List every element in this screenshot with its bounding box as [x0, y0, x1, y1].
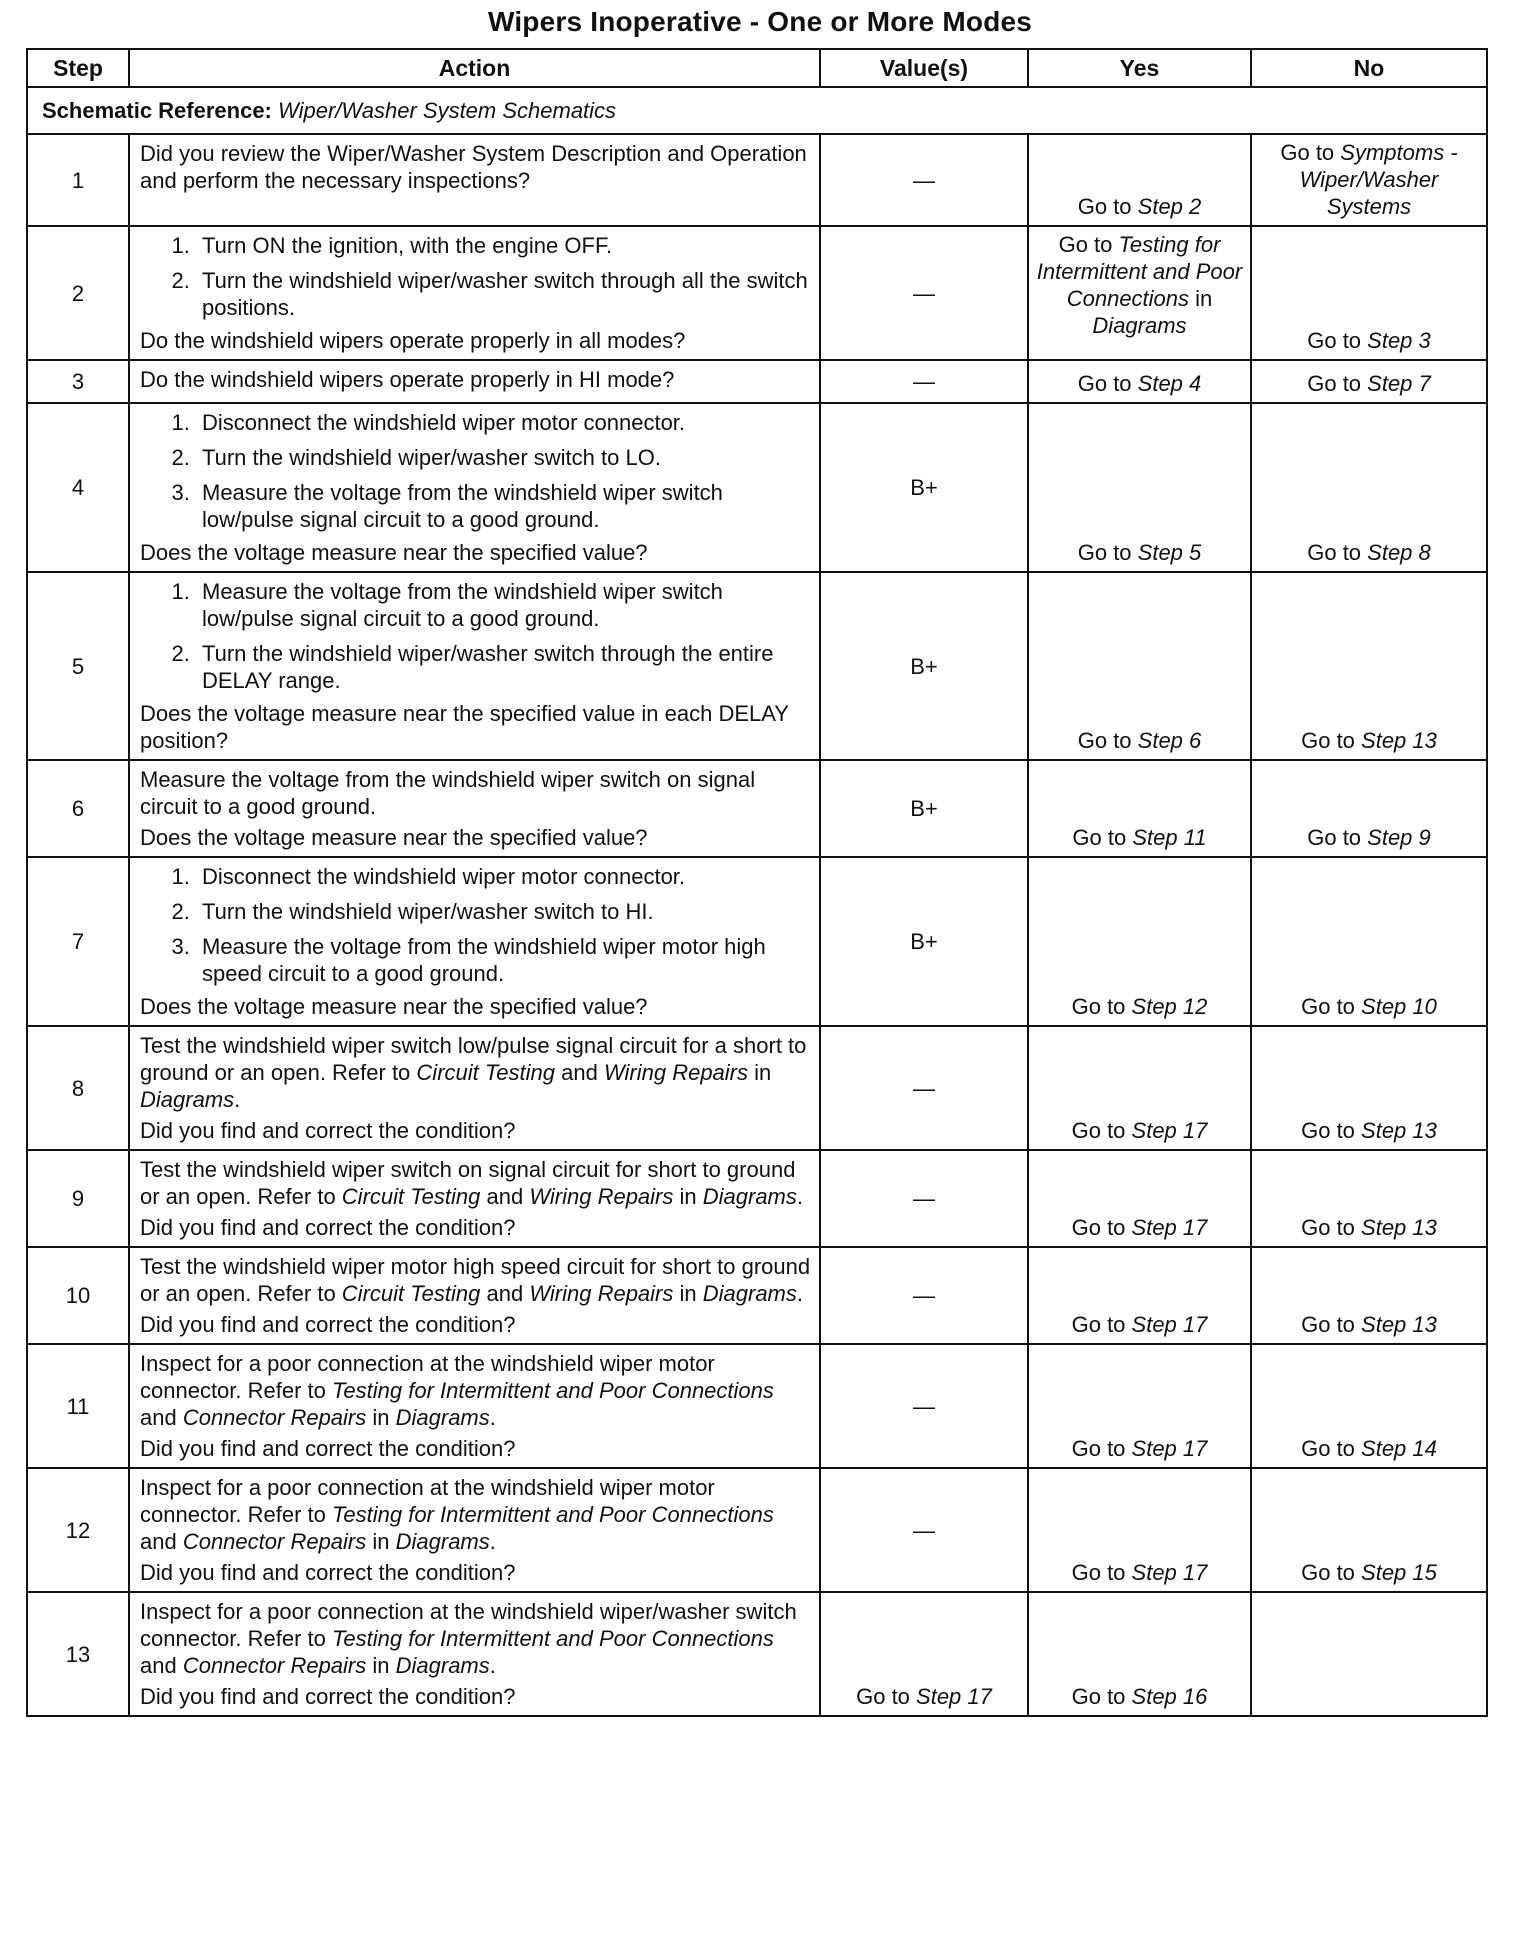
yes-cell [1028, 1344, 1251, 1468]
step-number: 5 [27, 572, 129, 760]
value-cell: — [820, 226, 1028, 360]
text-run: Go to [1077, 194, 1138, 219]
text-run: Go to [1280, 140, 1341, 165]
action-question: Does the voltage measure near the specified value in each DELAY position? [140, 701, 789, 753]
header-no: No [1251, 49, 1487, 87]
action-cell [129, 226, 820, 360]
no-cell [1251, 572, 1487, 760]
reference-link[interactable]: Step 15 [1361, 1560, 1437, 1585]
table-row [27, 857, 1487, 1026]
action-question: Did you find and correct the condition? [140, 1118, 516, 1143]
value-cell: — [820, 134, 1028, 226]
text-run: Go to [1301, 1118, 1362, 1143]
yes-cell [1028, 134, 1251, 226]
yes-cell [1028, 857, 1251, 1026]
action-instruction [140, 766, 811, 820]
action-cell [129, 1247, 820, 1344]
table-row [27, 1592, 1487, 1716]
reference-link[interactable]: Diagrams [395, 1529, 490, 1554]
text-run: in [1189, 286, 1213, 311]
no-cell [1251, 760, 1487, 857]
action-instruction [140, 1474, 811, 1555]
action-question: Did you find and correct the condition? [140, 1215, 516, 1240]
action-step: 3. Measure the voltage from the windshield wiper switch low/pulse signal circuit to a good ground. [196, 479, 811, 533]
header-step: Step [27, 49, 129, 87]
text-run: Go to [1301, 1215, 1362, 1240]
diagnostic-table [26, 48, 1488, 1717]
reference-link[interactable]: Step 12 [1131, 994, 1208, 1019]
schematic-reference-link[interactable]: Wiper/Washer System Schematics [278, 97, 617, 123]
schematic-reference-row [27, 87, 1487, 134]
reference-link[interactable]: Step 17 [1131, 1312, 1208, 1337]
reference-link[interactable]: Step 16 [1131, 1684, 1208, 1709]
text-run: in [748, 1060, 772, 1085]
text-run: in [366, 1405, 396, 1430]
value-cell: — [820, 1468, 1028, 1592]
text-run: and [480, 1184, 530, 1209]
text-run: Go to [1071, 1312, 1132, 1337]
step-number: 2 [27, 226, 129, 360]
table-row [27, 134, 1487, 226]
reference-link[interactable]: Diagrams [702, 1281, 797, 1306]
step-number: 13 [27, 1592, 129, 1716]
step-number: 6 [27, 760, 129, 857]
yes-cell [1028, 1150, 1251, 1247]
action-steps-list [140, 409, 811, 533]
action-instruction [140, 1253, 811, 1307]
reference-link[interactable]: Testing for Intermittent and Poor Connections [332, 1502, 774, 1527]
text-run: Go to [1307, 540, 1368, 565]
header-yes: Yes [1028, 49, 1251, 87]
step-number: 10 [27, 1247, 129, 1344]
text-run: and [140, 1529, 183, 1554]
action-step: 2. Turn the windshield wiper/washer switch through the entire DELAY range. [196, 640, 811, 694]
action-instruction [140, 1032, 811, 1113]
reference-link[interactable]: Connector Repairs [182, 1405, 367, 1430]
text-run: Go to [1071, 1215, 1132, 1240]
no-cell [1251, 1150, 1487, 1247]
text-run: Go to [1071, 994, 1132, 1019]
text-run: Do the windshield wipers operate properly in HI mode? [140, 367, 675, 392]
yes-cell [1028, 1592, 1251, 1716]
value-cell: B+ [820, 857, 1028, 1026]
text-run: Go to [856, 1684, 917, 1709]
value-cell: B+ [820, 760, 1028, 857]
reference-link[interactable]: Diagrams [140, 1087, 235, 1112]
reference-link[interactable]: Step 8 [1367, 540, 1431, 565]
reference-link[interactable]: Step 17 [1131, 1118, 1208, 1143]
action-steps-list [140, 578, 811, 694]
action-question: Does the voltage measure near the specified value? [140, 540, 648, 565]
reference-link[interactable]: Step 13 [1361, 1312, 1437, 1337]
no-cell [1251, 1344, 1487, 1468]
table-row [27, 1344, 1487, 1468]
text-run: in [366, 1653, 396, 1678]
text-run: Go to [1058, 232, 1119, 257]
value-cell [820, 1592, 1028, 1716]
text-run: Go to [1307, 328, 1368, 353]
text-run: and [480, 1281, 530, 1306]
reference-link[interactable]: Circuit Testing [341, 1281, 481, 1306]
no-cell [1251, 857, 1487, 1026]
reference-link[interactable]: Step 17 [1131, 1215, 1208, 1240]
reference-link[interactable]: Step 17 [1131, 1560, 1208, 1585]
text-run: Measure the voltage from the windshield wiper switch on signal circuit to a good ground. [140, 767, 756, 819]
reference-link[interactable]: Step 13 [1361, 728, 1437, 753]
action-step: 2. Turn the windshield wiper/washer switch through all the switch positions. [196, 267, 811, 321]
action-cell [129, 1150, 820, 1247]
text-run: Go to [1071, 1436, 1132, 1461]
action-cell [129, 857, 820, 1026]
action-cell [129, 1468, 820, 1592]
action-step: 3. Measure the voltage from the windshield wiper motor high speed circuit to a good ground. [196, 933, 811, 987]
schematic-reference [27, 87, 1487, 134]
text-run: Did you review the Wiper/Washer System Description and Operation and perform the necessary inspections? [140, 141, 807, 193]
reference-link[interactable]: Step 17 [1131, 1436, 1208, 1461]
no-cell [1251, 226, 1487, 360]
step-number: 7 [27, 857, 129, 1026]
action-cell [129, 1592, 820, 1716]
text-run: Go to [1071, 1684, 1132, 1709]
step-number: 3 [27, 360, 129, 403]
step-number: 11 [27, 1344, 129, 1468]
table-row [27, 1026, 1487, 1150]
action-instruction [140, 366, 811, 393]
yes-cell [1028, 226, 1251, 360]
reference-link[interactable]: Diagrams [702, 1184, 797, 1209]
table-row [27, 226, 1487, 360]
page-title: Wipers Inoperative - One or More Modes [487, 6, 1033, 37]
text-run: Go to [1077, 371, 1138, 396]
schematic-reference-label: Schematic Reference: [42, 97, 272, 123]
step-number: 8 [27, 1026, 129, 1150]
action-step: 1. Disconnect the windshield wiper motor connector. [196, 863, 811, 890]
text-run: Go to [1307, 371, 1368, 396]
reference-link[interactable]: Step 13 [1361, 1118, 1437, 1143]
reference-link[interactable]: Wiring Repairs [603, 1060, 749, 1085]
text-run: Go to [1071, 1560, 1132, 1585]
text-run: Go to [1301, 1436, 1362, 1461]
table-row [27, 1468, 1487, 1592]
yes-cell [1028, 360, 1251, 403]
table-body [27, 87, 1487, 1716]
text-run: Go to [1301, 728, 1362, 753]
action-step: 2. Turn the windshield wiper/washer switch to LO. [196, 444, 811, 471]
text-run: in [673, 1184, 703, 1209]
action-question: Did you find and correct the condition? [140, 1684, 516, 1709]
reference-link[interactable]: Wiring Repairs [529, 1184, 674, 1209]
text-run: Test the windshield wiper motor high speed circuit for short to ground or an open. Refer to [140, 1254, 811, 1306]
reference-link[interactable]: Step 17 [916, 1684, 992, 1709]
reference-link[interactable]: Wiring Repairs [529, 1281, 674, 1306]
text-run: Go to [1077, 728, 1138, 753]
table-row [27, 1247, 1487, 1344]
reference-link[interactable]: Connector Repairs [182, 1653, 367, 1678]
action-cell [129, 1026, 820, 1150]
action-step: 2. Turn the windshield wiper/washer switch to HI. [196, 898, 811, 925]
value-cell: B+ [820, 572, 1028, 760]
reference-link[interactable]: Step 14 [1361, 1436, 1437, 1461]
reference-link[interactable]: Step 11 [1132, 825, 1207, 850]
action-question: Do the windshield wipers operate properly in all modes? [140, 328, 686, 353]
text-run: and [140, 1653, 183, 1678]
action-step: 1. Turn ON the ignition, with the engine OFF. [196, 232, 811, 259]
reference-link[interactable]: Diagrams [1092, 313, 1187, 338]
no-cell [1251, 403, 1487, 572]
action-cell [129, 572, 820, 760]
action-question: Does the voltage measure near the specified value? [140, 825, 648, 850]
text-run: Go to [1077, 540, 1138, 565]
reference-link[interactable]: Step 5 [1137, 540, 1202, 565]
reference-link[interactable]: Circuit Testing [416, 1060, 555, 1085]
reference-link[interactable]: Testing for Intermittent and Poor Connections [332, 1378, 774, 1403]
yes-cell [1028, 1026, 1251, 1150]
value-cell: — [820, 1150, 1028, 1247]
text-run: Go to [1301, 1312, 1362, 1337]
value-cell: — [820, 360, 1028, 403]
step-number: 9 [27, 1150, 129, 1247]
no-cell [1251, 134, 1487, 226]
text-run: . [796, 1281, 804, 1306]
action-step: 1. Measure the voltage from the windshield wiper switch low/pulse signal circuit to a good ground. [196, 578, 811, 632]
reference-link[interactable]: Step 6 [1137, 728, 1202, 753]
table-row [27, 403, 1487, 572]
no-cell [1251, 360, 1487, 403]
text-run: Inspect for a poor connection at the windshield wiper motor connector. Refer to [140, 1351, 715, 1403]
reference-link[interactable]: Testing for Intermittent and Poor Connections [332, 1626, 774, 1651]
text-run: and [555, 1060, 604, 1085]
value-cell: — [820, 1026, 1028, 1150]
text-run: Go to [1301, 994, 1362, 1019]
text-run: . [489, 1653, 496, 1678]
reference-link[interactable]: Diagrams [395, 1405, 490, 1430]
text-run: Test the windshield wiper switch low/pulse signal circuit for a short to ground or an open. Refer to [140, 1033, 807, 1085]
step-number: 4 [27, 403, 129, 572]
text-run: Go to [1072, 825, 1133, 850]
step-number: 12 [27, 1468, 129, 1592]
table-row [27, 760, 1487, 857]
no-cell [1251, 1247, 1487, 1344]
reference-link[interactable]: Testing for Intermittent and Poor Connections [1036, 232, 1243, 311]
reference-link[interactable]: Connector Repairs [182, 1529, 367, 1554]
step-number: 1 [27, 134, 129, 226]
action-cell [129, 403, 820, 572]
reference-link[interactable]: Step 13 [1361, 1215, 1437, 1240]
table-row [27, 360, 1487, 403]
text-run: . [489, 1405, 496, 1430]
action-steps-list [140, 863, 811, 987]
yes-cell [1028, 1247, 1251, 1344]
text-run: . [489, 1529, 496, 1554]
yes-cell [1028, 572, 1251, 760]
action-instruction [140, 1598, 811, 1679]
text-run: Test the windshield wiper switch on signal circuit for short to ground or an open. Refer to [140, 1157, 796, 1209]
no-cell [1251, 1468, 1487, 1592]
yes-cell [1028, 1468, 1251, 1592]
no-cell [1251, 1026, 1487, 1150]
value-cell: — [820, 1344, 1028, 1468]
action-cell [129, 134, 820, 226]
header-values: Value(s) [820, 49, 1028, 87]
reference-link[interactable]: Circuit Testing [341, 1184, 481, 1209]
table-row [27, 572, 1487, 760]
action-cell [129, 760, 820, 857]
text-run: Go to [1307, 825, 1368, 850]
reference-link[interactable]: Step 9 [1367, 825, 1431, 850]
reference-link[interactable]: Step 3 [1367, 328, 1431, 353]
yes-cell [1028, 760, 1251, 857]
text-run: Go to [1071, 1118, 1132, 1143]
reference-link[interactable]: Step 2 [1137, 194, 1202, 219]
action-instruction [140, 140, 811, 194]
action-question: Did you find and correct the condition? [140, 1436, 516, 1461]
text-run: Go to [1301, 1560, 1362, 1585]
text-run: in [673, 1281, 703, 1306]
action-question: Does the voltage measure near the specified value? [140, 994, 648, 1019]
reference-link[interactable]: Step 10 [1361, 994, 1437, 1019]
reference-link[interactable]: Diagrams [395, 1653, 490, 1678]
reference-link[interactable]: Step 7 [1367, 371, 1431, 396]
text-run: . [234, 1087, 241, 1112]
table-header-row [27, 49, 1487, 87]
action-cell [129, 360, 820, 403]
text-run: Inspect for a poor connection at the windshield wiper/washer switch connector. Refer to [140, 1599, 797, 1651]
no-cell [1251, 1592, 1487, 1716]
action-instruction [140, 1350, 811, 1431]
yes-cell [1028, 403, 1251, 572]
value-cell: — [820, 1247, 1028, 1344]
action-question: Did you find and correct the condition? [140, 1560, 516, 1585]
action-cell [129, 1344, 820, 1468]
value-cell: B+ [820, 403, 1028, 572]
action-step: 1. Disconnect the windshield wiper motor connector. [196, 409, 811, 436]
table-row [27, 1150, 1487, 1247]
action-question: Did you find and correct the condition? [140, 1312, 516, 1337]
reference-link[interactable]: Symptoms - Wiper/Washer Systems [1299, 140, 1458, 219]
reference-link[interactable]: Step 4 [1137, 371, 1202, 396]
text-run: Inspect for a poor connection at the windshield wiper motor connector. Refer to [140, 1475, 715, 1527]
text-run: . [796, 1184, 804, 1209]
action-instruction [140, 1156, 811, 1210]
header-action: Action [129, 49, 820, 87]
action-steps-list [140, 232, 811, 321]
text-run: and [140, 1405, 183, 1430]
text-run: in [366, 1529, 396, 1554]
